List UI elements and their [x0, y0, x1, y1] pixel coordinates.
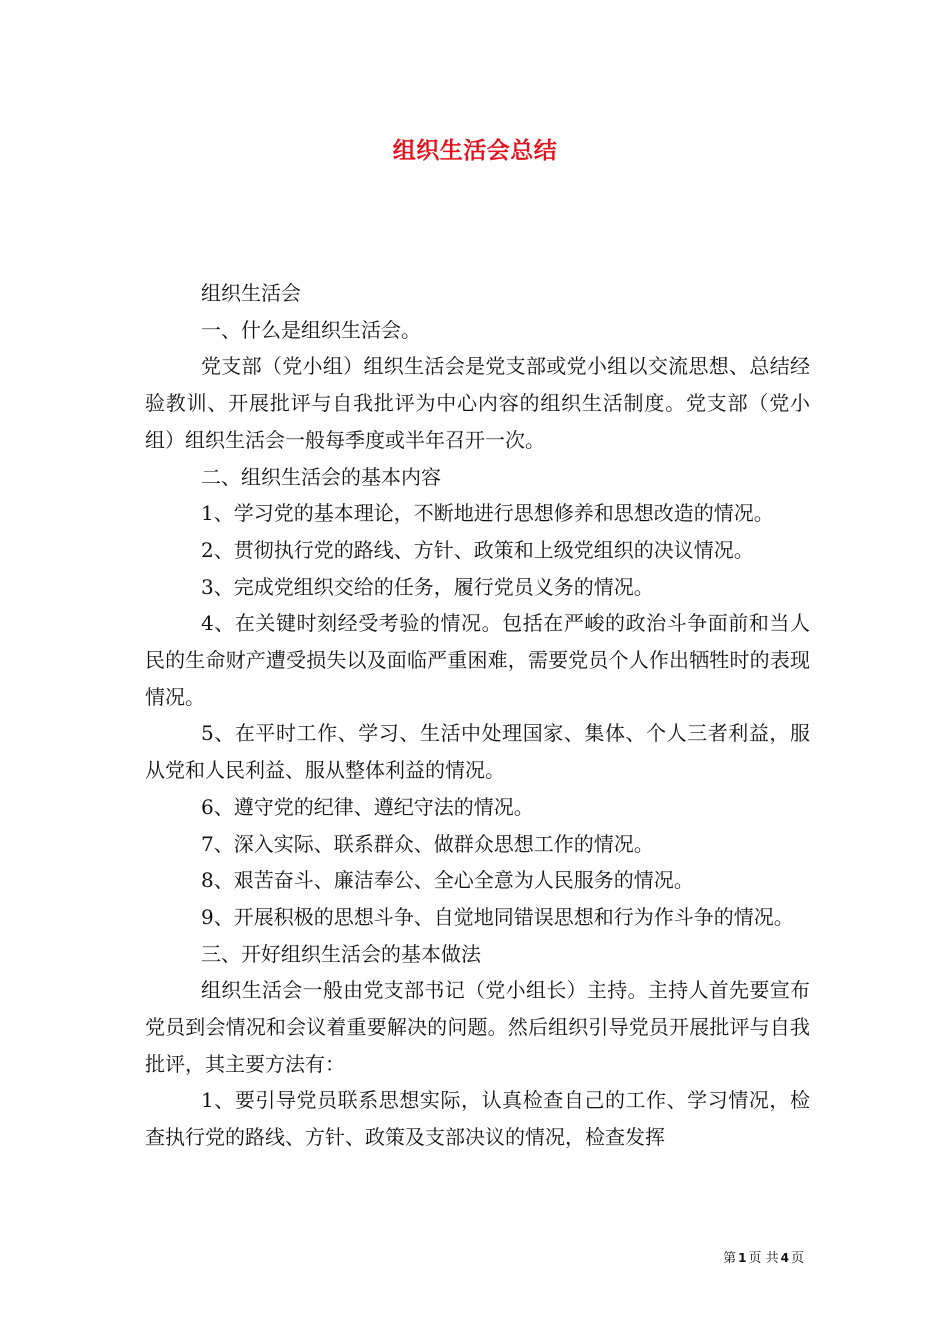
section-heading: 一、什么是组织生活会。 [201, 317, 421, 342]
list-item: 3、完成党组织交给的任务，履行党员义务的情况。 [201, 574, 654, 599]
list-item: 4、在关键时刻经受考验的情况。包括在严峻的政治斗争面前和当人民的生命财产遭受损失以及面临严重困难，需要党员个人作出牺牲时的表现情况。 [145, 611, 810, 709]
paragraph: 组织生活会一般由党支部书记（党小组长）主持。主持人首先要宣布党员到会情况和会议着重要解决的问题。然后组织引导党员开展批评与自我批评，其主要方法有： [145, 978, 810, 1076]
document-title: 组织生活会总结 [392, 137, 558, 164]
page-footer [723, 1247, 804, 1266]
list-item: 1、要引导党员联系思想实际，认真检查自己的工作、学习情况，检查执行党的路线、方针、政策及支部决议的情况，检查发挥 [145, 1088, 810, 1150]
section-heading: 三、开好组织生活会的基本做法 [201, 941, 481, 966]
list-item: 1、学习党的基本理论，不断地进行思想修养和思想改造的情况。 [201, 501, 774, 526]
paragraph: 组织生活会 [201, 281, 301, 305]
list-item: 9、开展积极的思想斗争、自觉地同错误思想和行为作斗争的情况。 [201, 904, 794, 929]
footer-suffix: 页 [790, 1251, 804, 1266]
list-item: 5、在平时工作、学习、生活中处理国家、集体、个人三者利益，服从党和人民利益、服从整体利益的情况。 [145, 721, 810, 783]
paragraph: 党支部（党小组）组织生活会是党支部或党小组以交流思想、总结经验教训、开展批评与自我批评为中心内容的组织生活制度。党支部（党小组）组织生活会一般每季度或半年召开一次。 [145, 354, 810, 452]
list-item: 8、艰苦奋斗、廉洁奉公、全心全意为人民服务的情况。 [201, 868, 694, 893]
section-heading: 二、组织生活会的基本内容 [201, 464, 441, 489]
document-body [145, 275, 810, 1156]
list-item: 6、遵守党的纪律、遵纪守法的情况。 [201, 794, 534, 819]
current-page-number: 1 [738, 1251, 747, 1265]
footer-prefix: 第 [723, 1251, 737, 1266]
list-item: 2、贯彻执行党的路线、方针、政策和上级党组织的决议情况。 [201, 537, 754, 562]
footer-middle: 页 共 [748, 1251, 779, 1266]
total-pages-number: 4 [780, 1251, 789, 1265]
list-item: 7、深入实际、联系群众、做群众思想工作的情况。 [201, 831, 654, 856]
